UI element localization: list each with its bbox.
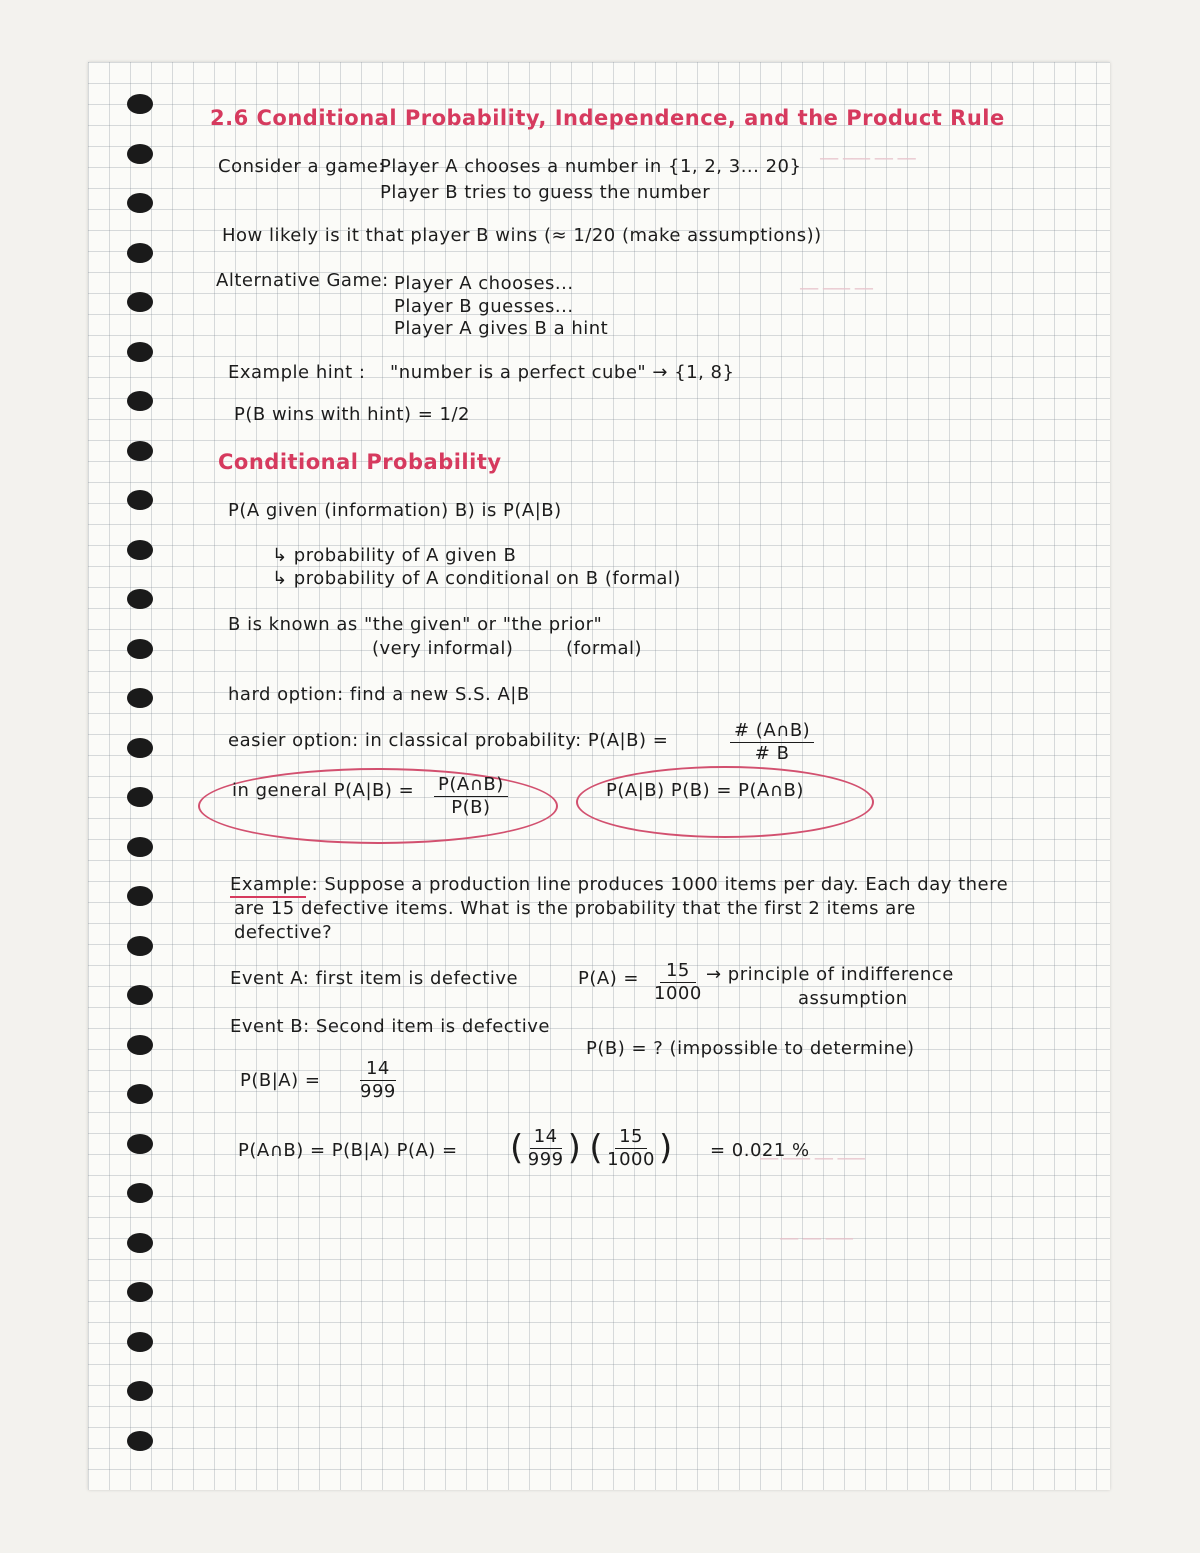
product-rule-ellipse	[576, 766, 874, 838]
pba-fraction	[354, 1058, 402, 1102]
binding-hole	[127, 1431, 153, 1451]
binding-hole	[127, 292, 153, 312]
section-heading: Conditional Probability	[218, 450, 502, 474]
general-numerator: P(A∩B)	[434, 774, 508, 797]
binding-hole	[127, 688, 153, 708]
pb-line: P(B) = ? (impossible to determine)	[586, 1038, 915, 1059]
hard-option: hard option: find a new S.S. A|B	[228, 684, 530, 705]
final-product: ( $\frac{14}{999}$ ) ( $\frac{15}{1000}$ )	[510, 1126, 673, 1170]
pba-label: P(B|A) =	[240, 1070, 321, 1091]
p-win-line: P(B wins with hint) = 1/2	[234, 404, 470, 425]
general-label: in general P(A|B) =	[232, 780, 415, 801]
easier-option: easier option: in classical probability: P(A|B) =	[228, 730, 669, 751]
binding-hole	[127, 1282, 153, 1302]
binding-hole	[127, 985, 153, 1005]
event-b: Event B: Second item is defective	[230, 1016, 550, 1037]
example-hint-label: Example hint :	[228, 362, 366, 383]
binding-hole	[127, 342, 153, 362]
final-denominator-1: 999	[527, 1148, 564, 1170]
example-line-2: are 15 defective items. What is the probability that the first 2 items are	[234, 898, 916, 919]
binding-hole	[127, 441, 153, 461]
product-rule: P(A|B) P(B) = P(A∩B)	[606, 780, 804, 801]
binding-hole	[127, 1381, 153, 1401]
binding-hole	[127, 144, 153, 164]
event-a: Event A: first item is defective	[230, 968, 519, 989]
alt-line-3: Player A gives B a hint	[394, 318, 609, 339]
game-line-2: Player B tries to guess the number	[380, 182, 711, 203]
page-title: 2.6 Conditional Probability, Independence, and the Product Rule	[210, 106, 1005, 130]
pa-denominator: 1000	[654, 982, 702, 1004]
binding-hole	[127, 243, 153, 263]
alt-line-1: Player A chooses...	[394, 273, 574, 294]
binding-hole	[127, 1233, 153, 1253]
binding-hole	[127, 1183, 153, 1203]
binding-hole	[127, 1332, 153, 1352]
game-line-1: Player A chooses a number in {1, 2, 3... 20}	[380, 156, 802, 177]
final-result: = 0.021 %	[710, 1140, 810, 1161]
binding-hole	[127, 886, 153, 906]
easier-numerator: # (A∩B)	[730, 720, 814, 743]
pa-note-1: → principle of indifference	[706, 964, 954, 985]
general-denominator: P(B)	[451, 796, 491, 818]
binding-hole	[127, 589, 153, 609]
formal-note: (formal)	[566, 638, 643, 659]
arrow-line-2: ↳ probability of A conditional on B (formal)	[272, 568, 681, 589]
binding-hole	[127, 837, 153, 857]
given-line: P(A given (information) B) is P(A|B)	[228, 500, 562, 521]
binding-hole	[127, 738, 153, 758]
binding-hole	[127, 94, 153, 114]
binding-hole	[127, 540, 153, 560]
final-label: P(A∩B) = P(B|A) P(A) =	[238, 1140, 458, 1161]
bleed-through: ── ─── ── ──	[820, 150, 916, 168]
pba-denominator: 999	[360, 1080, 396, 1102]
pba-numerator: 14	[360, 1058, 396, 1081]
binding-hole	[127, 1084, 153, 1104]
easier-fraction	[730, 720, 814, 764]
pa-numerator: 15	[660, 960, 696, 983]
alt-label: Alternative Game:	[216, 270, 389, 291]
likely-line: How likely is it that player B wins (≈ 1/20 (make assumptions))	[222, 225, 822, 246]
alt-line-2: Player B guesses...	[394, 296, 574, 317]
b-known-line: B is known as "the given" or "the prior"	[228, 614, 603, 635]
final-denominator-2: 1000	[607, 1148, 655, 1170]
binding-hole	[127, 787, 153, 807]
bleed-through: ── ─── ──	[800, 280, 873, 298]
example-line-3: defective?	[234, 922, 333, 943]
final-numerator-1: 14	[530, 1126, 562, 1149]
binding-hole	[127, 1035, 153, 1055]
game-label: Consider a game:	[218, 156, 385, 177]
binding-hole	[127, 490, 153, 510]
binding-hole	[127, 936, 153, 956]
informal-note: (very informal)	[372, 638, 514, 659]
example-hint-text: "number is a perfect cube" → {1, 8}	[390, 362, 735, 383]
arrow-line-1: ↳ probability of A given B	[272, 545, 517, 566]
binding-hole	[127, 1134, 153, 1154]
binding-hole	[127, 193, 153, 213]
general-fraction	[434, 774, 508, 818]
binding-hole	[127, 391, 153, 411]
bleed-through: ── ── ───	[780, 1230, 853, 1248]
example-line-1: Example: Suppose a production line produces 1000 items per day. Each day there	[230, 874, 1009, 895]
bleed-through: ── ─── ── ───	[760, 1150, 865, 1168]
final-numerator-2: 15	[615, 1126, 647, 1149]
binding-hole	[127, 639, 153, 659]
pa-note-2: assumption	[798, 988, 908, 1009]
pa-fraction	[648, 960, 708, 1004]
easier-denominator: # B	[754, 742, 790, 764]
pa-label: P(A) =	[578, 968, 640, 989]
